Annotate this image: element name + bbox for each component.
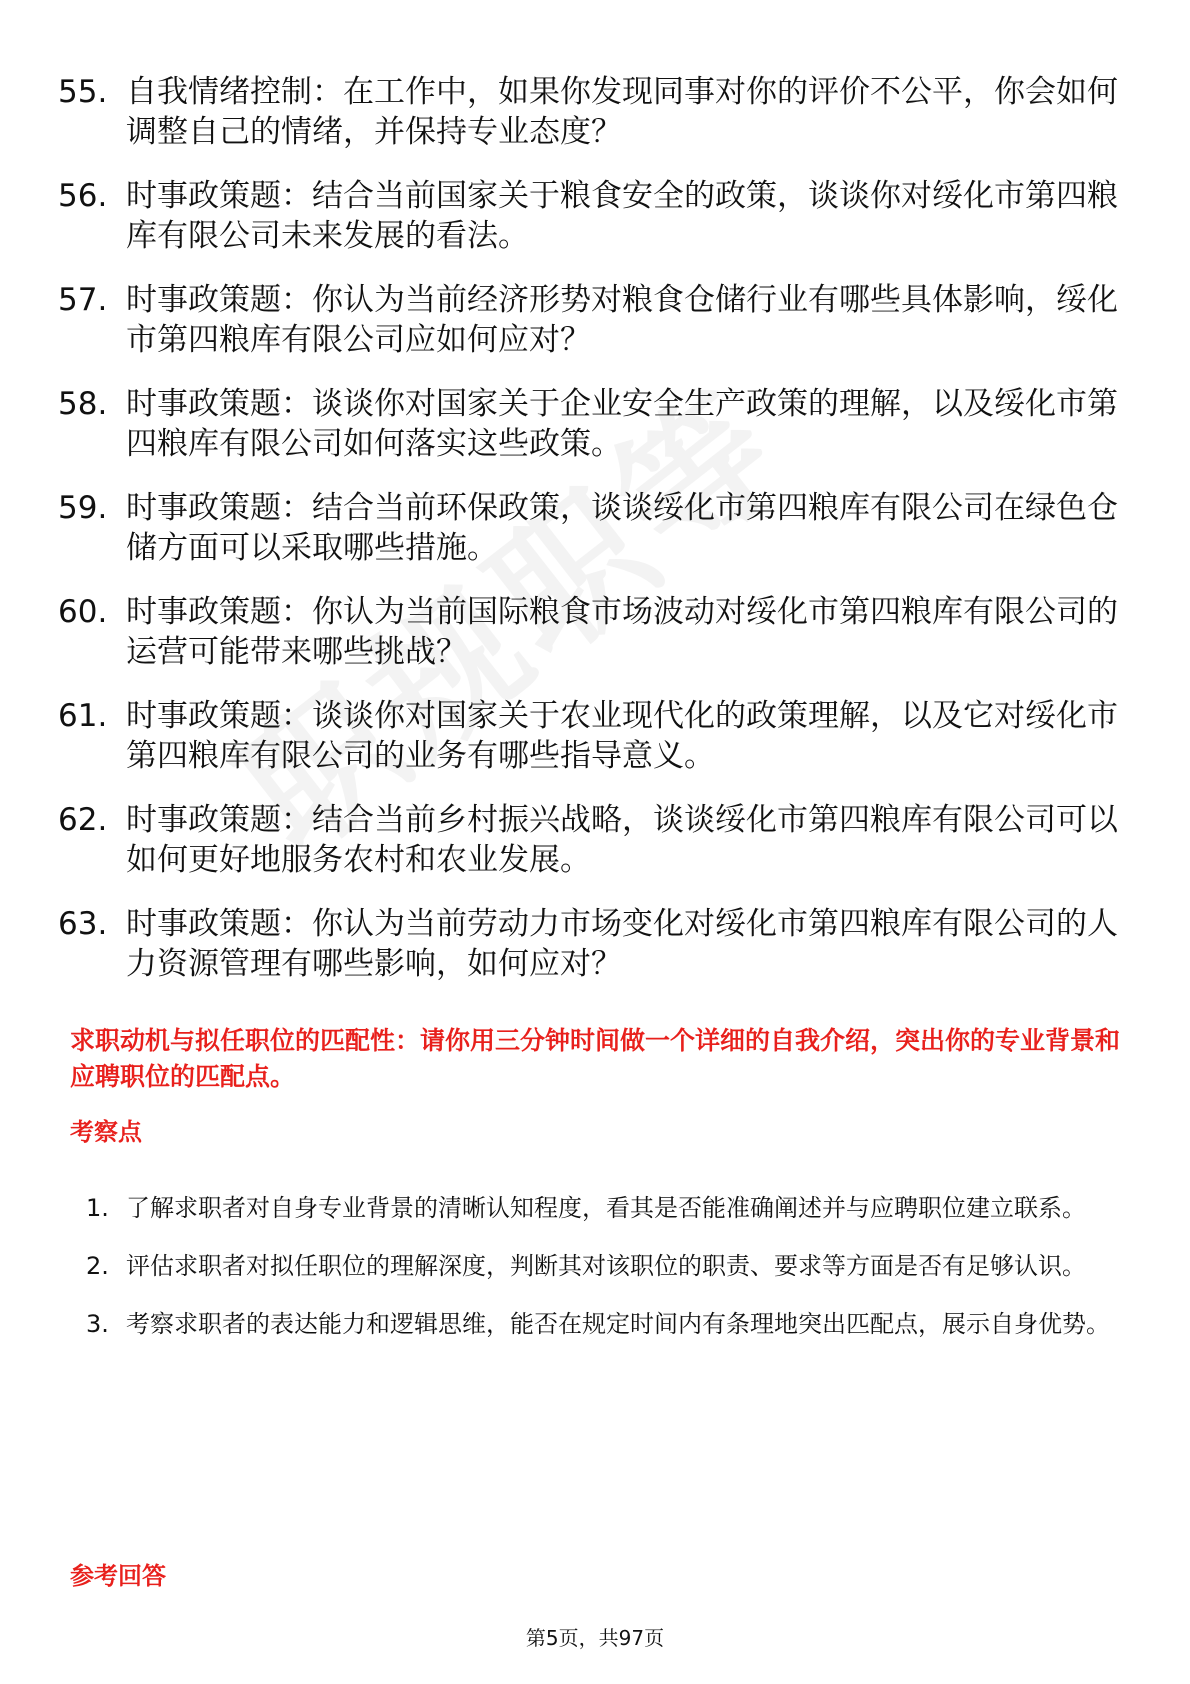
- question-number: 59.: [58, 490, 108, 526]
- question-text: 时事政策题：结合当前环保政策，谈谈绥化市第四粮库有限公司在绿色仓储方面可以采取哪些措施。: [126, 490, 1118, 566]
- question-number: 60.: [58, 594, 108, 630]
- section-title: 求职动机与拟任职位的匹配性：请你用三分钟时间做一个详细的自我介绍，突出你的专业背景和应聘职位的匹配点。: [70, 1026, 1121, 1091]
- point-text: 了解求职者对自身专业背景的清晰认知程度，看其是否能准确阐述并与应聘职位建立联系。: [126, 1194, 1086, 1222]
- question-item: [58, 800, 1128, 880]
- question-text: 时事政策题：谈谈你对国家关于农业现代化的政策理解，以及它对绥化市第四粮库有限公司的业务有哪些指导意义。: [126, 698, 1118, 774]
- question-text: 自我情绪控制：在工作中，如果你发现同事对你的评价不公平，你会如何调整自己的情绪，并保持专业态度？: [126, 74, 1118, 150]
- points-list: [86, 1180, 1126, 1354]
- question-number: 58.: [58, 386, 108, 422]
- question-number: 57.: [58, 282, 108, 318]
- question-text: 时事政策题：结合当前乡村振兴战略，谈谈绥化市第四粮库有限公司可以如何更好地服务农村和农业发展。: [126, 802, 1118, 878]
- question-item: [58, 176, 1128, 256]
- question-list: [58, 72, 1128, 1008]
- question-item: [58, 592, 1128, 672]
- question-text: 时事政策题：你认为当前劳动力市场变化对绥化市第四粮库有限公司的人力资源管理有哪些影响，如何应对？: [126, 906, 1118, 982]
- point-number: 3.: [86, 1310, 109, 1338]
- question-number: 55.: [58, 74, 108, 110]
- answer-heading: 参考回答: [70, 1562, 166, 1590]
- point-item: [86, 1238, 1126, 1294]
- point-item: [86, 1180, 1126, 1236]
- question-text: 时事政策题：你认为当前国际粮食市场波动对绥化市第四粮库有限公司的运营可能带来哪些挑战？: [126, 594, 1118, 670]
- points-heading: 考察点: [70, 1118, 142, 1146]
- question-number: 62.: [58, 802, 108, 838]
- question-item: [58, 384, 1128, 464]
- point-number: 2.: [86, 1252, 109, 1280]
- question-number: 61.: [58, 698, 108, 734]
- question-item: [58, 488, 1128, 568]
- question-text: 时事政策题：你认为当前经济形势对粮食仓储行业有哪些具体影响，绥化市第四粮库有限公司应如何应对？: [126, 282, 1118, 358]
- question-item: [58, 72, 1128, 152]
- page-footer: 第5页，共97页: [525, 1626, 665, 1650]
- question-text: 时事政策题：结合当前国家关于粮食安全的政策，谈谈你对绥化市第四粮库有限公司未来发展的看法。: [126, 178, 1118, 254]
- question-item: [58, 696, 1128, 776]
- point-text: 评估求职者对拟任职位的理解深度，判断其对该职位的职责、要求等方面是否有足够认识。: [126, 1252, 1086, 1280]
- question-item: [58, 904, 1128, 984]
- question-text: 时事政策题：谈谈你对国家关于企业安全生产政策的理解，以及绥化市第四粮库有限公司如何落实这些政策。: [126, 386, 1118, 462]
- point-text: 考察求职者的表达能力和逻辑思维，能否在规定时间内有条理地突出匹配点，展示自身优势。: [126, 1310, 1110, 1338]
- point-number: 1.: [86, 1194, 109, 1222]
- point-item: [86, 1296, 1126, 1352]
- question-item: [58, 280, 1128, 360]
- question-number: 56.: [58, 178, 108, 214]
- question-number: 63.: [58, 906, 108, 942]
